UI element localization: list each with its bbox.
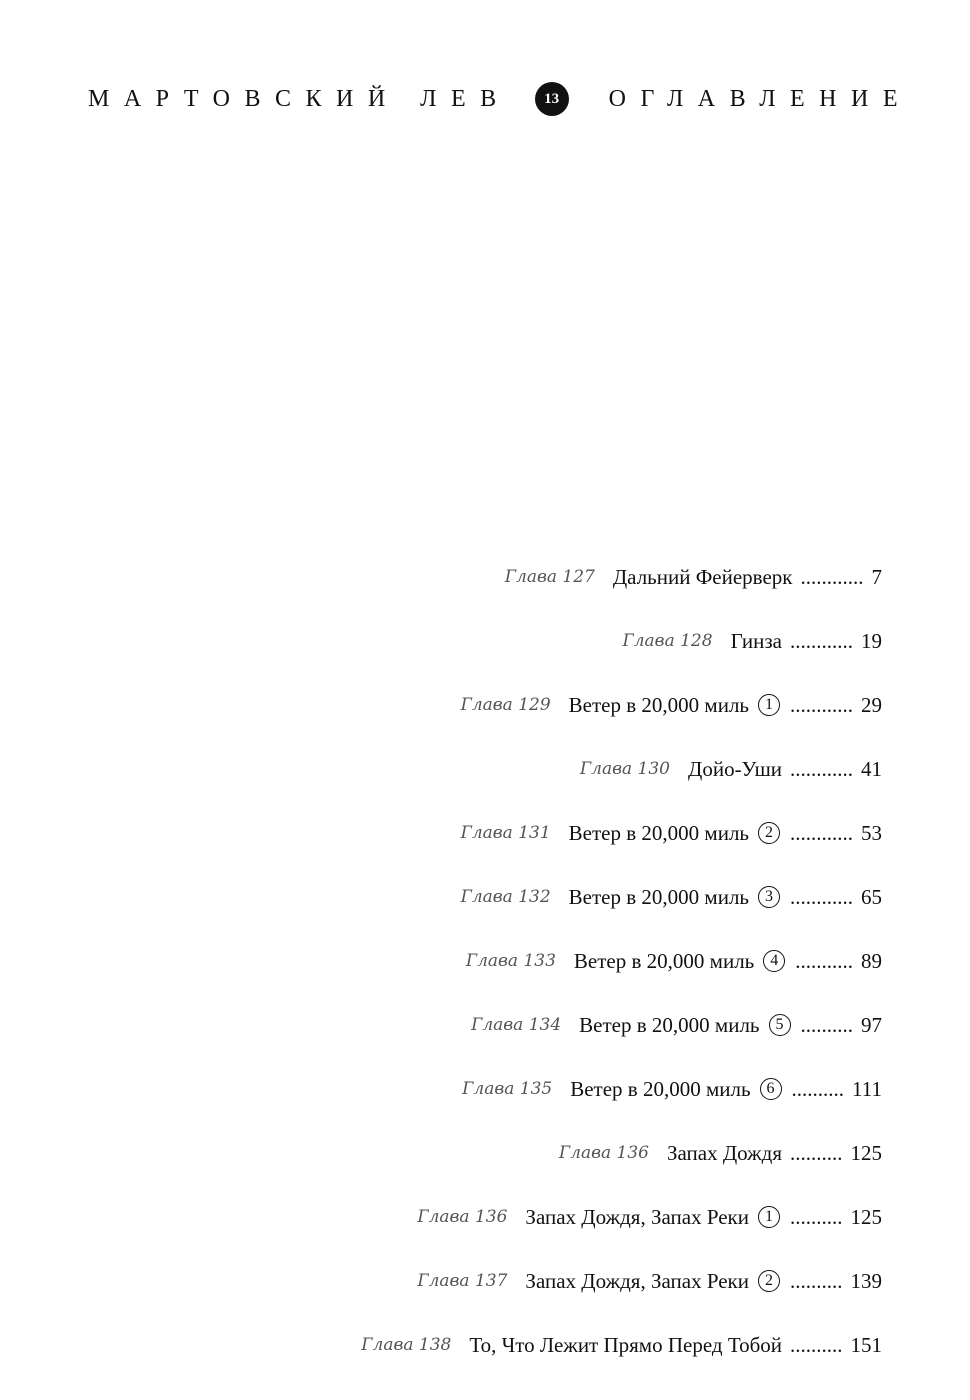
dot-leader: ............: [790, 756, 853, 781]
toc-row: [182, 545, 882, 609]
chapter-label: Глава 129: [460, 695, 551, 715]
dot-leader: ............: [790, 820, 853, 845]
dot-leader: ..........: [790, 1204, 843, 1229]
volume-badge: 13: [535, 82, 569, 116]
chapter-label: Глава 134: [471, 1015, 562, 1035]
toc-row: [182, 673, 882, 737]
chapter-label: Глава 135: [462, 1079, 553, 1099]
toc-row: [182, 929, 882, 993]
toc-row: [182, 865, 882, 929]
part-number-circle: 2: [758, 822, 780, 844]
chapter-title: Запах Дождя: [666, 1140, 782, 1165]
dot-leader: ...........: [795, 948, 853, 973]
dot-leader: ............: [790, 692, 853, 717]
dot-leader: ..........: [790, 1332, 843, 1357]
part-number-circle: 6: [760, 1078, 782, 1100]
page-number: 7: [871, 564, 882, 589]
part-number-circle: 4: [763, 950, 785, 972]
chapter-label: Глава 127: [504, 567, 595, 587]
chapter-title: Ветер в 20,000 миль: [573, 948, 755, 973]
toc-row: [182, 801, 882, 865]
series-title: МАРТОВСКИЙ ЛЕВ: [88, 85, 511, 112]
chapter-title: Запах Дождя, Запах Реки: [525, 1268, 749, 1293]
part-number-circle: 3: [758, 886, 780, 908]
page-number: 65: [861, 884, 882, 909]
chapter-label: Глава 136: [558, 1143, 649, 1163]
chapter-title: Ветер в 20,000 миль: [568, 884, 749, 909]
part-number-circle: 2: [758, 1270, 780, 1292]
toc-row: [182, 1057, 882, 1121]
chapter-title: То, Что Лежит Прямо Перед Тобой: [469, 1332, 782, 1357]
chapter-label: Глава 131: [460, 823, 551, 843]
toc-row: [182, 1185, 882, 1249]
toc-row: [182, 1121, 882, 1185]
chapter-label: Глава 132: [460, 887, 551, 907]
chapter-label: Глава 136: [417, 1207, 508, 1227]
toc-row: [182, 737, 882, 801]
page-number: 97: [861, 1012, 882, 1037]
chapter-title: Дальний Фейерверк: [612, 564, 793, 589]
chapter-label: Глава 137: [417, 1271, 508, 1291]
dot-leader: ............: [800, 564, 864, 589]
toc-row: [182, 993, 882, 1057]
page-number: 139: [850, 1268, 882, 1293]
chapter-label: Глава 130: [579, 759, 670, 779]
chapter-title: Ветер в 20,000 миль: [568, 692, 749, 717]
page-number: 125: [850, 1140, 882, 1165]
chapter-title: Ветер в 20,000 миль: [579, 1012, 760, 1037]
page-number: 111: [852, 1076, 882, 1101]
part-number-circle: 5: [769, 1014, 791, 1036]
dot-leader: ............: [790, 628, 853, 653]
toc-row: [182, 1249, 882, 1313]
dot-leader: ..........: [800, 1012, 853, 1037]
chapter-title: Гинза: [730, 628, 782, 653]
page-number: 89: [861, 948, 882, 973]
toc-row: [182, 609, 882, 673]
chapter-label: Глава 133: [465, 951, 556, 971]
dot-leader: ..........: [790, 1268, 843, 1293]
chapter-title: Дойо-Уши: [688, 756, 782, 781]
chapter-title: Ветер в 20,000 миль: [568, 820, 749, 845]
page-number: 151: [850, 1332, 882, 1357]
dot-leader: ..........: [791, 1076, 845, 1101]
toc-row: [182, 1313, 882, 1377]
chapter-label: Глава 128: [622, 631, 713, 651]
chapter-label: Глава 138: [361, 1335, 452, 1355]
table-of-contents: [182, 545, 882, 1377]
page-number: 125: [850, 1204, 882, 1229]
page-number: 19: [861, 628, 882, 653]
dot-leader: ..........: [790, 1140, 843, 1165]
chapter-title: Запах Дождя, Запах Реки: [525, 1204, 749, 1229]
page-header: [88, 78, 938, 120]
part-number-circle: 1: [758, 1206, 780, 1228]
page-number: 29: [861, 692, 882, 717]
page-number: 53: [861, 820, 882, 845]
part-number-circle: 1: [758, 694, 780, 716]
section-title: ОГЛАВЛЕНИЕ: [608, 85, 912, 112]
chapter-title: Ветер в 20,000 миль: [570, 1076, 751, 1101]
page-number: 41: [861, 756, 882, 781]
dot-leader: ............: [790, 884, 853, 909]
